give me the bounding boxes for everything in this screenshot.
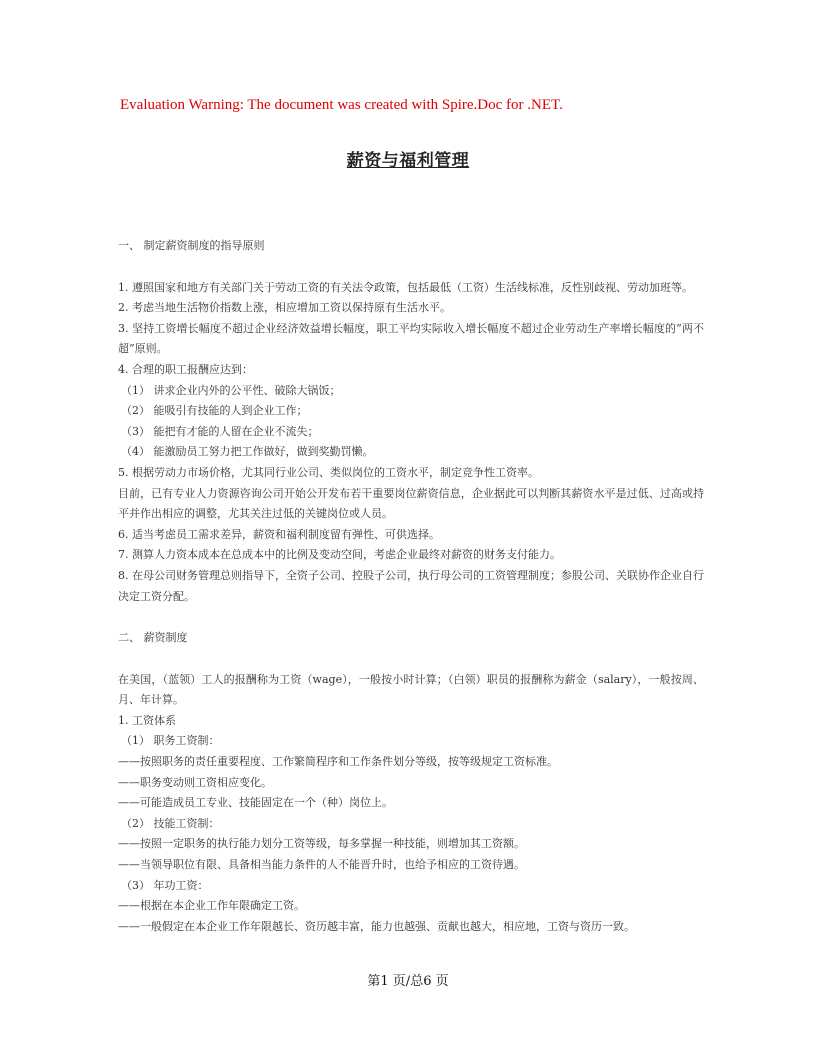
document-title: 薪资与福利管理 xyxy=(346,151,470,171)
paragraph: ——按照一定职务的执行能力划分工资等级，每多掌握一种技能，则增加其工资额。 xyxy=(118,837,525,851)
document-body xyxy=(118,236,704,937)
paragraph: 1. 遵照国家和地方有关部门关于劳动工资的有关法令政策，包括最低（工资）生活线标准，反性别歧视、劳动加班等。 xyxy=(118,280,693,294)
paragraph: ——按照职务的责任重要程度、工作繁简程序和工作条件划分等级，按等级规定工资标准。 xyxy=(118,755,558,769)
paragraph: ——一般假定在本企业工作年限越长、资历越丰富，能力也越强、贡献也越大，相应地，工资与资历一致。 xyxy=(118,919,635,933)
paragraph: 1. 工资体系 xyxy=(118,713,176,727)
paragraph: ——根据在本企业工作年限确定工资。 xyxy=(118,899,305,913)
paragraph: ——当领导职位有限、具备相当能力条件的人不能晋升时，也给予相应的工资待遇。 xyxy=(118,858,525,872)
paragraph: 目前，已有专业人力资源咨询公司开始公开发布若干重要岗位薪资信息，企业据此可以判断其薪资水平是过低、过高或持平并作出相应的调整，尤其关注过低的关键岗位或人员。 xyxy=(118,486,704,521)
paragraph: 6. 适当考虑员工需求差异，薪资和福利制度留有弹性、可供选择。 xyxy=(118,527,440,541)
paragraph: ——职务变动则工资相应变化。 xyxy=(118,775,272,789)
page-number: 第1 页/总6 页 xyxy=(367,974,449,989)
paragraph: 5. 根据劳动力市场价格，尤其同行业公司、类似岗位的工资水平，制定竞争性工资率。 xyxy=(118,465,539,479)
list-item: （2） 能吸引有技能的人到企业工作； xyxy=(121,404,308,418)
paragraph: 2. 考虑当地生活物价指数上涨，相应增加工资以保持原有生活水平。 xyxy=(118,301,451,315)
list-item: （3） 年功工资： xyxy=(121,878,209,892)
list-item: （2） 技能工资制： xyxy=(121,816,220,830)
list-item: （3） 能把有才能的人留在企业不流失； xyxy=(121,424,319,438)
paragraph: 4. 合理的职工报酬应达到： xyxy=(118,362,253,376)
paragraph: 3. 坚持工资增长幅度不超过企业经济效益增长幅度，职工平均实际收入增长幅度不超过企业劳动生产率增长幅度的“两不超”原则。 xyxy=(118,321,704,356)
section-heading: 一、 制定薪资制度的指导原则 xyxy=(118,239,265,252)
paragraph: ——可能造成员工专业、技能固定在一个（种）岗位上。 xyxy=(118,796,393,810)
paragraph: 在美国，（蓝领）工人的报酬称为工资（wage），一般按小时计算；（白领）职员的报酬称为薪金（salary），一般按周、月、年计算。 xyxy=(118,672,704,707)
paragraph: 8. 在母公司财务管理总则指导下，全资子公司、控股子公司，执行母公司的工资管理制度；参股公司、关联协作企业自行决定工资分配。 xyxy=(118,568,704,603)
list-item: （1） 职务工资制： xyxy=(121,734,220,748)
list-item: （4） 能激励员工努力把工作做好，做到奖勤罚懒。 xyxy=(121,445,374,459)
paragraph: 7. 测算人力资本成本在总成本中的比例及变动空间，考虑企业最终对薪资的财务支付能力。 xyxy=(118,548,561,562)
section-heading: 二、 薪资制度 xyxy=(118,631,188,645)
evaluation-warning: Evaluation Warning: The document was created with Spire.Doc for .NET. xyxy=(120,97,563,113)
list-item: （1） 讲求企业内外的公平性、破除大锅饭； xyxy=(121,383,341,397)
